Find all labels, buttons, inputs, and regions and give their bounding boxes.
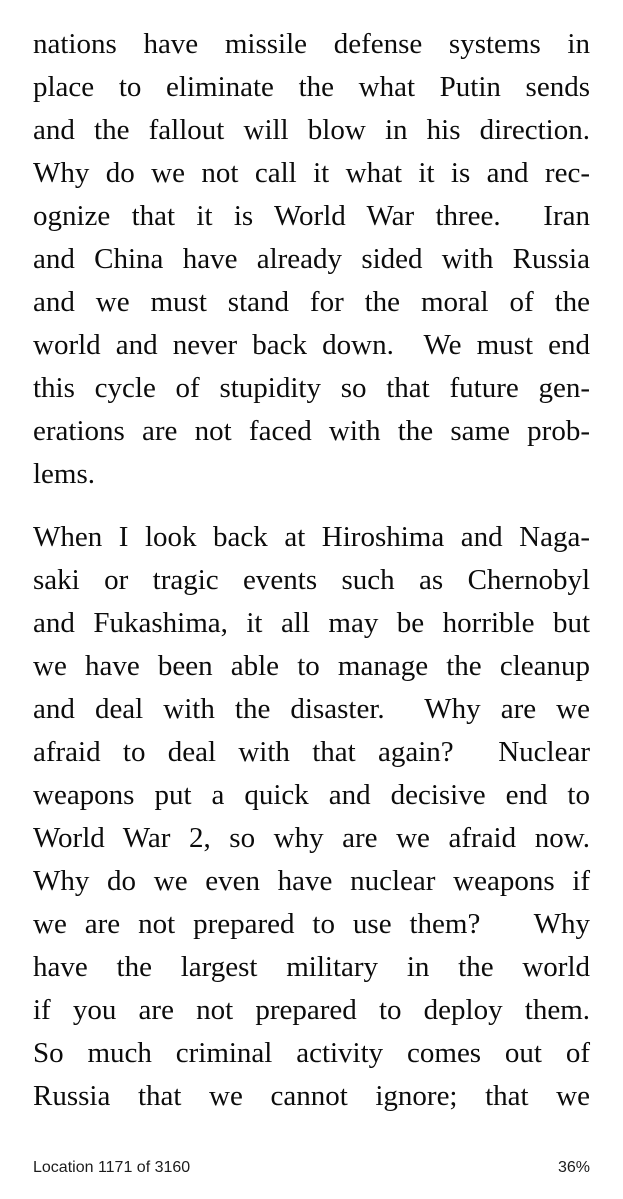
text-line: this cycle of stupidity so that future gen- xyxy=(33,372,590,404)
text-line: erations are not faced with the same prob- xyxy=(33,415,590,447)
reader-footer xyxy=(33,1159,590,1177)
text-line: Russia that we cannot ignore; that we xyxy=(33,1080,590,1112)
text-line: world and never back down. We must end xyxy=(33,329,590,361)
text-line: saki or tragic events such as Chernobyl xyxy=(33,564,590,596)
text-line: When I look back at Hiroshima and Naga- xyxy=(33,521,590,553)
text-line: and Fukashima, it all may be horrible but xyxy=(33,607,590,639)
text-line: ognize that it is World War three. Iran xyxy=(33,200,590,232)
paragraph xyxy=(33,23,590,496)
text-line: and China have already sided with Russia xyxy=(33,243,590,275)
text-line: nations have missile defense systems in xyxy=(33,28,590,60)
text-line: we have been able to manage the cleanup xyxy=(33,650,590,682)
text-line: place to eliminate the what Putin sends xyxy=(33,71,590,103)
text-line: if you are not prepared to deploy them. xyxy=(33,994,590,1026)
paragraph xyxy=(33,516,590,1118)
text-line: and we must stand for the moral of the xyxy=(33,286,590,318)
text-line: weapons put a quick and decisive end to xyxy=(33,779,590,811)
text-line: afraid to deal with that again? Nuclear xyxy=(33,736,590,768)
text-line: and deal with the disaster. Why are we xyxy=(33,693,590,725)
text-line: World War 2, so why are we afraid now. xyxy=(33,822,590,854)
reading-area[interactable] xyxy=(33,23,590,1138)
progress-percentage: 36% xyxy=(557,1159,590,1176)
text-line: have the largest military in the world xyxy=(33,951,590,983)
location-indicator: Location 1171 of 3160 xyxy=(33,1159,191,1176)
text-line: we are not prepared to use them? Why xyxy=(33,908,590,940)
text-line: Why do we even have nuclear weapons if xyxy=(33,865,590,897)
text-line: lems. xyxy=(33,458,96,490)
text-line: Why do we not call it what it is and rec- xyxy=(33,157,590,189)
text-line: and the fallout will blow in his direction. xyxy=(33,114,590,146)
text-line: So much criminal activity comes out of xyxy=(33,1037,590,1069)
